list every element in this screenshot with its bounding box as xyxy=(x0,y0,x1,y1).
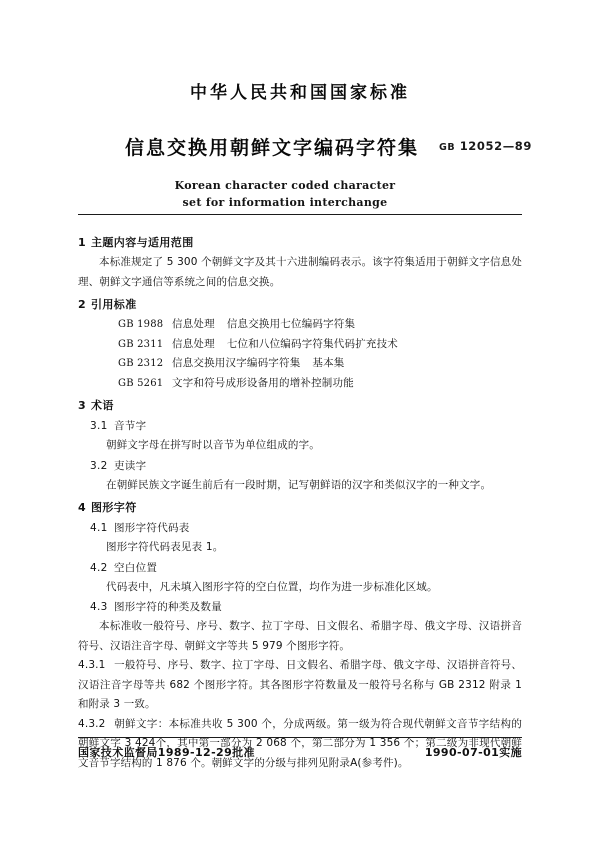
subclause-3-2-title: 吏读字 xyxy=(114,459,147,472)
clause-3-title: 术语 xyxy=(91,399,114,412)
national-standard-title: 中华人民共和国国家标准 xyxy=(190,83,410,103)
clause-4-title: 图形字符 xyxy=(91,501,137,514)
english-title xyxy=(78,177,522,211)
reference-title: 信息处理 xyxy=(172,318,215,330)
reference-code: GB 1988 xyxy=(118,319,164,330)
document-header xyxy=(78,78,532,211)
list-item xyxy=(78,374,522,394)
list-item xyxy=(78,335,522,355)
standard-code-prefix: GB xyxy=(439,142,456,153)
reference-title: 信息处理 xyxy=(172,337,215,350)
clause-3-heading xyxy=(78,395,522,416)
subclause-4-2-heading xyxy=(78,558,522,578)
list-item xyxy=(78,315,522,335)
subclause-3-2-heading xyxy=(78,456,522,476)
english-title-line-1: Korean character coded character xyxy=(174,179,396,192)
approval-statement: 国家技术监督局1989-12-29批准 xyxy=(78,746,255,759)
subclause-4-3-1-number: 4.3.1 xyxy=(78,659,106,671)
subclause-4-1-number: 4.1 xyxy=(90,522,108,534)
subclause-4-3-1-body: 一般符号、序号、数字、拉丁字母、日文假名、希腊字母、俄文字母、汉语拼音符号、汉语注音字母等共 682 个图形字符。其各图形字符数量及一般符号名称与 GB 2312 附录 1 和附录 3 一致。 xyxy=(78,659,522,710)
subclause-3-2-body: 在朝鲜民族文字诞生前后有一段时期，记写朝鲜语的汉字和类似汉字的一种文字。 xyxy=(106,478,492,491)
list-item xyxy=(78,354,522,374)
subclause-3-1-heading xyxy=(78,416,522,436)
referenced-standards-list xyxy=(78,315,522,393)
clause-3-number: 3 xyxy=(78,399,87,412)
clause-4-number: 4 xyxy=(78,501,87,514)
subclause-4-3-1 xyxy=(78,656,522,715)
standard-code xyxy=(439,139,532,153)
reference-code: GB 5261 xyxy=(118,377,164,389)
subclause-4-1-title: 图形字符代码表 xyxy=(114,522,190,534)
subclause-3-1-title: 音节字 xyxy=(114,420,147,432)
subclause-4-3-heading xyxy=(78,597,522,617)
footer-divider-rule xyxy=(78,737,522,738)
english-title-line-2: set for information interchange xyxy=(182,196,388,209)
clause-1-title: 主题内容与适用范围 xyxy=(91,236,194,249)
clause-1-heading xyxy=(78,232,522,253)
document-footer xyxy=(78,744,522,760)
subclause-4-2-number: 4.2 xyxy=(90,561,108,574)
subclause-3-2-number: 3.2 xyxy=(90,459,108,472)
subclause-4-3-title: 图形字符的种类及数量 xyxy=(114,601,222,613)
reference-title: 信息交换用汉字编码字符集 xyxy=(172,357,301,369)
reference-subtitle: 基本集 xyxy=(312,357,345,369)
subclause-4-1-heading xyxy=(78,518,522,538)
subclause-4-1-body: 图形字符代码表见表 1。 xyxy=(106,541,224,553)
reference-title: 文字和符号成形设备用的增补控制功能 xyxy=(172,376,354,389)
subclause-4-3-2-body: 朝鲜文字：本标准共收 5 300 个，分成两级。第一级为符合现代朝鲜文音节字结构的朝鲜文字 3 424个，其中第一部分为 2 068 个，第二部分为 1 356 个；第二级为非现代朝鲜文音节字结构的 1 876 个。朝鲜文字的分级与排列见附录A(参考件)。 xyxy=(78,717,522,769)
subclause-4-2-title: 空白位置 xyxy=(114,561,158,574)
reference-subtitle: 七位和八位编码字符集代码扩充技术 xyxy=(226,337,399,350)
document-body xyxy=(78,232,522,773)
standard-main-title: 信息交换用朝鲜文字编码字符集 xyxy=(124,137,419,159)
clause-1-number: 1 xyxy=(78,236,87,249)
clause-2-number: 2 xyxy=(78,298,87,311)
title-row xyxy=(78,133,532,161)
standard-code-number: 12052—89 xyxy=(459,139,532,153)
reference-subtitle: 信息交换用七位编码字符集 xyxy=(226,318,356,330)
clause-1-paragraph: 本标准规定了 5 300 个朝鲜文字及其十六进制编码表示。该字符集适用于朝鲜文字信息处理、朝鲜文字通信等系统之间的信息交换。 xyxy=(78,256,522,288)
subclause-4-2-body: 代码表中，凡未填入图形字符的空白位置，均作为进一步标准化区域。 xyxy=(106,580,438,593)
reference-code: GB 2312 xyxy=(118,358,164,369)
implementation-date: 1990-07-01实施 xyxy=(424,746,522,759)
clause-4-heading xyxy=(78,497,522,518)
clause-2-title: 引用标准 xyxy=(91,298,137,311)
clause-2-heading xyxy=(78,294,522,315)
subclause-4-3-number: 4.3 xyxy=(90,601,108,613)
reference-code: GB 2311 xyxy=(118,338,164,350)
subclause-4-3-2-number: 4.3.2 xyxy=(78,717,106,730)
subclause-3-1-number: 3.1 xyxy=(90,420,108,432)
subclause-3-1-body: 朝鲜文字母在拼写时以音节为单位组成的字。 xyxy=(106,439,320,451)
header-divider-rule xyxy=(78,214,522,215)
subclause-4-3-body: 本标准收一般符号、序号、数字、拉丁字母、日文假名、希腊字母、俄文字母、汉语拼音符号、汉语注音字母、朝鲜文字等共 5 979 个图形字符。 xyxy=(78,620,522,652)
